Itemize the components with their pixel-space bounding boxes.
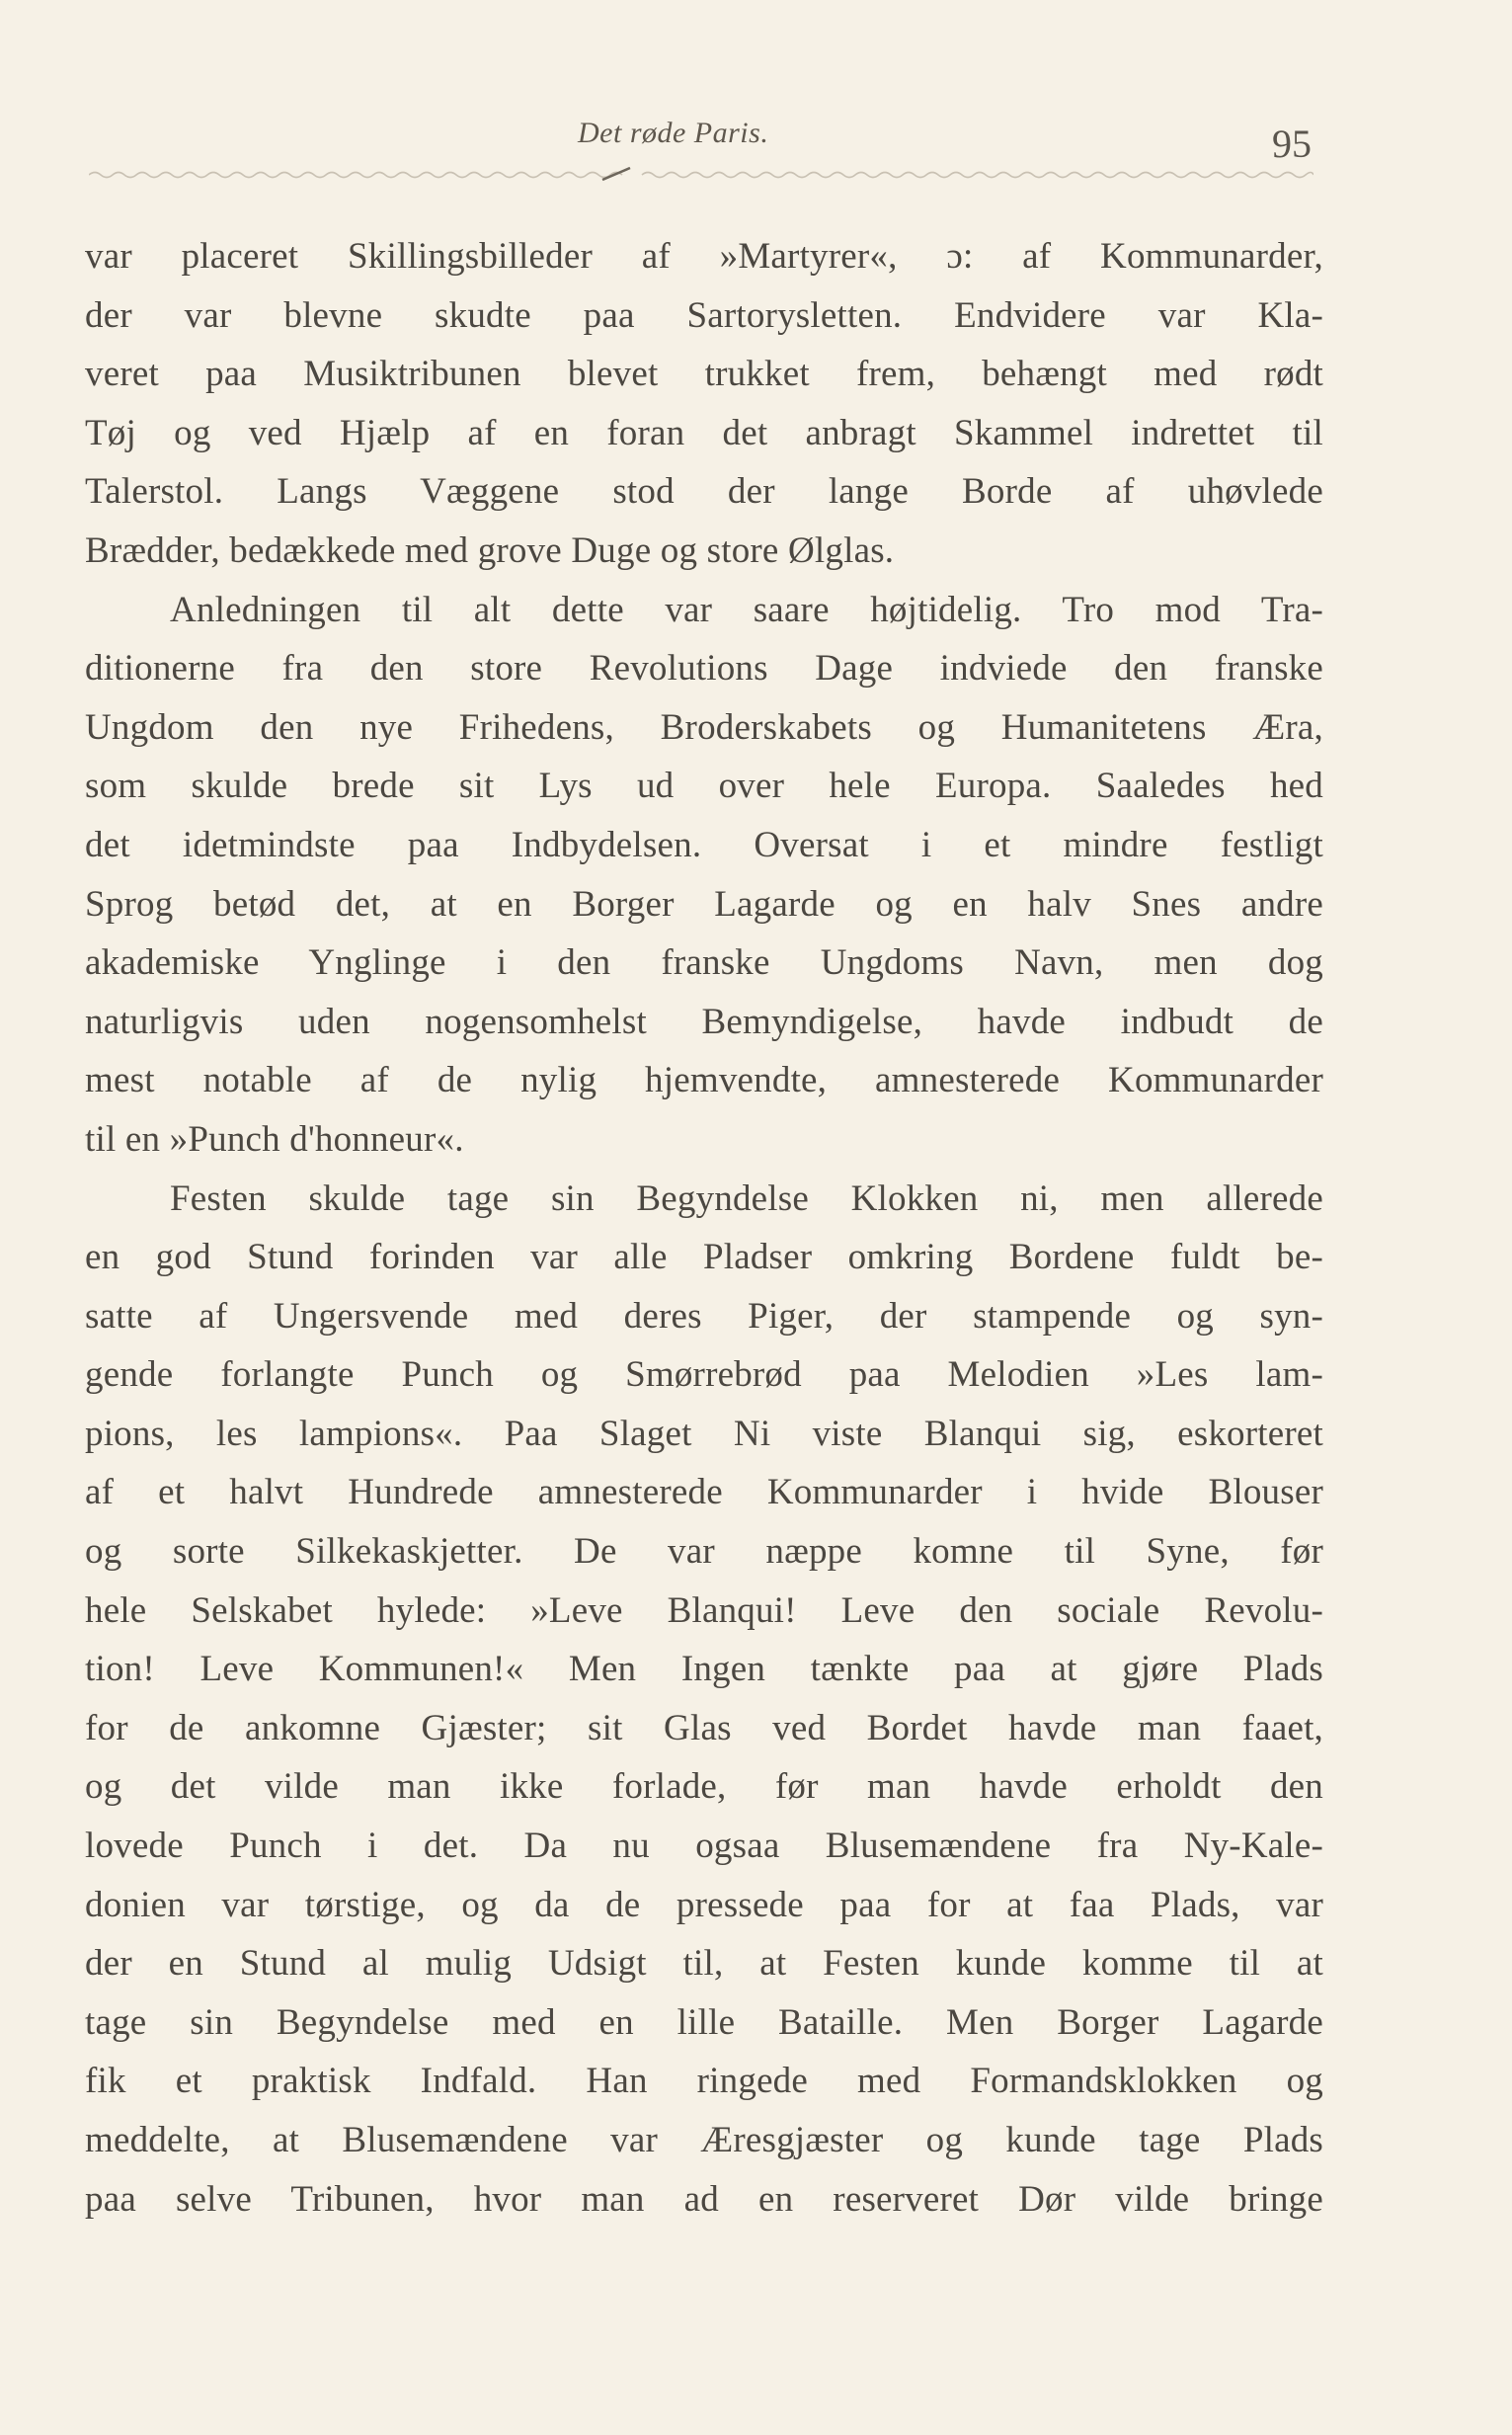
text-line: ditionerne fra den store Revolutions Dage indviede den franske: [85, 648, 1323, 690]
text-line: akademiske Ynglinge i den franske Ungdoms Navn, men dog: [85, 942, 1323, 984]
text-line: Anledningen til alt dette var saare højtidelig. Tro mod Tra-: [170, 589, 1323, 630]
text-line: pions, les lampions«. Paa Slaget Ni viste Blanqui sig, eskorteret: [85, 1413, 1323, 1454]
text-line: Brædder, bedækkede med grove Duge og store Ølglas.: [85, 529, 895, 571]
text-line: der var blevne skudte paa Sartorysletten. Endvidere var Kla-: [85, 294, 1323, 336]
text-line: fik et praktisk Indfald. Han ringede med Formandsklokken og: [85, 2061, 1323, 2102]
text-line: paa selve Tribunen, hvor man ad en reserveret Dør vilde bringe: [85, 2178, 1323, 2220]
text-line: veret paa Musiktribunen blevet trukket frem, behængt med rødt: [85, 354, 1323, 395]
text-line: til en »Punch d'honneur«.: [85, 1118, 464, 1160]
decorative-rule-icon: [89, 166, 1313, 184]
text-line: og det vilde man ikke forlade, før man havde erholdt den: [85, 1766, 1323, 1808]
text-line: en god Stund forinden var alle Pladser omkring Bordene fuldt be-: [85, 1237, 1323, 1278]
text-line: af et halvt Hundrede amnesterede Kommunarder i hvide Blouser: [85, 1472, 1323, 1513]
text-line: for de ankomne Gjæster; sit Glas ved Bordet havde man faaet,: [85, 1707, 1323, 1748]
text-line: Tøj og ved Hjælp af en foran det anbragt Skammel indrettet til: [85, 412, 1323, 453]
text-line: der en Stund al mulig Udsigt til, at Festen kunde komme til at: [85, 1943, 1323, 1985]
text-line: naturligvis uden nogensomhelst Bemyndigelse, havde indbudt de: [85, 1001, 1323, 1042]
text-line: som skulde brede sit Lys ud over hele Europa. Saaledes hed: [85, 766, 1323, 807]
text-line: det idetmindste paa Indbydelsen. Oversat i et mindre festligt: [85, 824, 1323, 865]
text-line: var placeret Skillingsbilleder af »Martyrer«, ɔ: af Kommunarder,: [85, 236, 1323, 277]
text-line: hele Selskabet hylede: »Leve Blanqui! Leve den sociale Revolu-: [85, 1589, 1323, 1631]
text-line: meddelte, at Blusemændene var Æresgjæster og kunde tage Plads: [85, 2120, 1323, 2160]
text-line: Talerstol. Langs Væggene stod der lange Borde af uhøvlede: [85, 471, 1323, 513]
text-line: og sorte Silkekaskjetter. De var næppe komne til Syne, før: [85, 1531, 1323, 1573]
body-text: [85, 227, 1323, 2229]
text-line: satte af Ungersvende med deres Piger, der stampende og syn-: [85, 1295, 1323, 1337]
text-line: donien var tørstige, og da de pressede paa for at faa Plads, var: [85, 1884, 1323, 1925]
page-number: 95: [1272, 122, 1312, 166]
text-line: Festen skulde tage sin Begyndelse Klokken ni, men allerede: [170, 1177, 1323, 1219]
text-line: gende forlangte Punch og Smørrebrød paa Melodien »Les lam-: [85, 1354, 1323, 1396]
text-line: lovede Punch i det. Da nu ogsaa Blusemændene fra Ny-Kale-: [85, 1826, 1323, 1867]
text-line: Ungdom den nye Frihedens, Broderskabets og Humanitetens Æra,: [85, 706, 1323, 748]
text-line: tion! Leve Kommunen!« Men Ingen tænkte paa at gjøre Plads: [85, 1649, 1323, 1690]
running-title: Det røde Paris.: [578, 117, 769, 149]
text-line: tage sin Begyndelse med en lille Bataille. Men Borger Lagarde: [85, 2001, 1323, 2043]
text-line: mest notable af de nylig hjemvendte, amnesterede Kommunarder: [85, 1060, 1323, 1101]
text-line: Sprog betød det, at en Borger Lagarde og en halv Snes andre: [85, 883, 1323, 925]
